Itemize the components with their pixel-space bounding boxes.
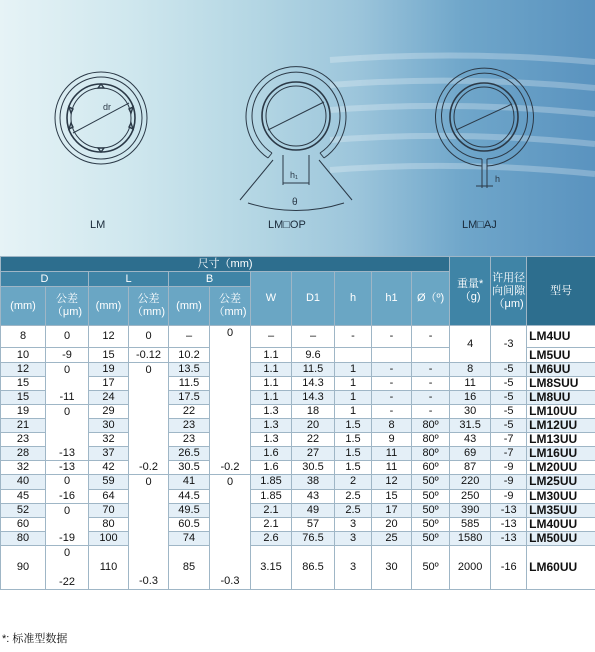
- cell-b: 60.5: [169, 518, 210, 532]
- table-row: [1, 377, 595, 391]
- cell-g: 30: [450, 405, 491, 419]
- caption-lm-op: LM□OP: [268, 219, 306, 231]
- table-row: [1, 391, 595, 405]
- cell-w: 3.15: [251, 546, 292, 590]
- tolerance-upper: 0: [63, 363, 71, 376]
- cell-h: 2: [335, 475, 372, 490]
- tolerance-upper: 0: [63, 546, 71, 559]
- cell-ang: -: [412, 391, 450, 405]
- cell-m: LM60UU: [527, 546, 595, 590]
- cell-m: LM35UU: [527, 504, 595, 518]
- cell-w: –: [251, 326, 292, 348]
- cell-m: LM10UU: [527, 405, 595, 419]
- l-tol: -0.12: [129, 348, 169, 363]
- d-tol: -13: [46, 461, 89, 475]
- cell-d1: 11.5: [292, 363, 335, 377]
- cell-h: 1: [335, 377, 372, 391]
- cell-h1: 17: [372, 504, 412, 518]
- cell-l: 80: [89, 518, 129, 532]
- d-tol: [46, 405, 89, 461]
- cell-w: 1.85: [251, 489, 292, 504]
- lm-ring-diagram: [55, 72, 147, 164]
- cell-w: 1.3: [251, 419, 292, 433]
- cell-b: 22: [169, 405, 210, 419]
- cell-c: -5: [491, 419, 527, 433]
- cell-d1: 14.3: [292, 377, 335, 391]
- d-tol: [46, 363, 89, 405]
- cell-m: LM30UU: [527, 489, 595, 504]
- cell-g: 585: [450, 518, 491, 532]
- cell-g: 390: [450, 504, 491, 518]
- cell-m: LM20UU: [527, 461, 595, 475]
- cell-d: 23: [1, 433, 46, 447]
- h1-label: h₁: [290, 170, 299, 180]
- cell-h1: 20: [372, 518, 412, 532]
- cell-ang: -: [412, 377, 450, 391]
- cell-g: 8: [450, 363, 491, 377]
- cell-c: -7: [491, 433, 527, 447]
- cell-h1: -: [372, 405, 412, 419]
- theta-label: θ: [292, 197, 298, 208]
- cell-h1: 9: [372, 433, 412, 447]
- cell-h1: 25: [372, 532, 412, 546]
- cell-l: 37: [89, 447, 129, 461]
- cell-l: 70: [89, 504, 129, 518]
- cell-l: 110: [89, 546, 129, 590]
- cell-l: 12: [89, 326, 129, 348]
- cell-d: 8: [1, 326, 46, 348]
- h1-header: h1: [372, 272, 412, 326]
- cell-l: 24: [89, 391, 129, 405]
- cell-c: -5: [491, 377, 527, 391]
- cell-g: 43: [450, 433, 491, 447]
- cell-g: 87: [450, 461, 491, 475]
- cell-ang: 80º: [412, 419, 450, 433]
- tolerance-lower: -11: [59, 390, 75, 403]
- cell-d1: 86.5: [292, 546, 335, 590]
- cell-d: 15: [1, 377, 46, 391]
- d-header: D: [1, 272, 89, 287]
- cell-b: 74: [169, 532, 210, 546]
- table-row: [1, 447, 595, 461]
- table-row: [1, 405, 595, 419]
- tolerance-lower: -16: [59, 490, 75, 502]
- cell-h1: 30: [372, 546, 412, 590]
- cell-w: 1.6: [251, 447, 292, 461]
- b-tol-unit: 公差（mm): [210, 287, 251, 326]
- table-row: [1, 518, 595, 532]
- caption-lm-aj: LM□AJ: [462, 219, 497, 231]
- tolerance-upper: 0: [226, 326, 234, 339]
- cell-m: LM16UU: [527, 447, 595, 461]
- table-row: [1, 475, 595, 490]
- cell-h: -: [335, 326, 372, 348]
- cell-d: 60: [1, 518, 46, 532]
- cell-ang: 50º: [412, 518, 450, 532]
- cell-w: 1.3: [251, 433, 292, 447]
- cell-l: 19: [89, 363, 129, 377]
- cell-h1: -: [372, 363, 412, 377]
- cell-m: LM8SUU: [527, 377, 595, 391]
- cell-w: 1.6: [251, 461, 292, 475]
- cell-ang: 80º: [412, 433, 450, 447]
- d-tol: [46, 504, 89, 546]
- cell-d1: 38: [292, 475, 335, 490]
- cell-d1: 20: [292, 419, 335, 433]
- model-header: 型号: [527, 257, 595, 326]
- clearance-header: 许用径向间隙（μm): [491, 257, 527, 326]
- tolerance-upper: 0: [145, 363, 152, 376]
- cell-b: 23: [169, 433, 210, 447]
- cell-h: 1: [335, 405, 372, 419]
- d-tol-unit: 公差（μm): [46, 287, 89, 326]
- cell-d: 10: [1, 348, 46, 363]
- h-label: h: [495, 174, 501, 184]
- cell-h: 2.5: [335, 504, 372, 518]
- cell-b: 13.5: [169, 363, 210, 377]
- cell-d1: 43: [292, 489, 335, 504]
- cell-d: 21: [1, 419, 46, 433]
- cell-b: 49.5: [169, 504, 210, 518]
- tolerance-lower: -13: [59, 446, 75, 459]
- cell-h1: 11: [372, 447, 412, 461]
- cell-g: 69: [450, 447, 491, 461]
- cell-g: 2000: [450, 546, 491, 590]
- cell-d: 45: [1, 489, 46, 504]
- cell-b: 26.5: [169, 447, 210, 461]
- table-row: [1, 504, 595, 518]
- cell-l: 17: [89, 377, 129, 391]
- d-unit: (mm): [1, 287, 46, 326]
- caption-lm: LM: [90, 219, 106, 231]
- cell-w: 1.1: [251, 363, 292, 377]
- cell-b: 44.5: [169, 489, 210, 504]
- cell-l: 15: [89, 348, 129, 363]
- cell-d: 80: [1, 532, 46, 546]
- cell-h1: -: [372, 326, 412, 348]
- cell-g: 1580: [450, 532, 491, 546]
- cell-h: 1: [335, 391, 372, 405]
- cell-b: 11.5: [169, 377, 210, 391]
- cell-d: 19: [1, 405, 46, 419]
- d1-header: D1: [292, 272, 335, 326]
- cell-w: 1.85: [251, 475, 292, 490]
- cell-g: 16: [450, 391, 491, 405]
- b-tol: [210, 475, 251, 590]
- cell-g: 11: [450, 377, 491, 391]
- cell-d1: 14.3: [292, 391, 335, 405]
- cell-c: -5: [491, 363, 527, 377]
- cell-w: 1.3: [251, 405, 292, 419]
- cell-d1: 49: [292, 504, 335, 518]
- cell-m: LM6UU: [527, 363, 595, 377]
- cell-c: -13: [491, 532, 527, 546]
- cell-h: 1.5: [335, 447, 372, 461]
- tolerance-upper: 0: [63, 504, 71, 517]
- table-row: [1, 532, 595, 546]
- cell-d1: 27: [292, 447, 335, 461]
- cell-m: LM4UU: [527, 326, 595, 348]
- cell-c: -9: [491, 489, 527, 504]
- cell-l: 32: [89, 433, 129, 447]
- cell-g: 250: [450, 489, 491, 504]
- tolerance-upper: 0: [63, 475, 71, 487]
- cell-h1: -: [372, 377, 412, 391]
- cell-b: 85: [169, 546, 210, 590]
- cell-b: 41: [169, 475, 210, 490]
- cell-g: 31.5: [450, 419, 491, 433]
- cell-ang: 50º: [412, 532, 450, 546]
- cell-h1: 15: [372, 489, 412, 504]
- cell-l: 100: [89, 532, 129, 546]
- b-header: B: [169, 272, 251, 287]
- cell-d1: 57: [292, 518, 335, 532]
- cell-h: 1.5: [335, 433, 372, 447]
- cell-b: –: [169, 326, 210, 348]
- cell-c: -9: [491, 461, 527, 475]
- cell-h: 3: [335, 532, 372, 546]
- table-row: [1, 489, 595, 504]
- cell-d: 32: [1, 461, 46, 475]
- cell-w: 2.1: [251, 504, 292, 518]
- cell-h: 3: [335, 518, 372, 532]
- cell-w: 2.1: [251, 518, 292, 532]
- h-header: h: [335, 272, 372, 326]
- l-tol: 0: [129, 326, 169, 348]
- cell-d: 28: [1, 447, 46, 461]
- cell-d: 15: [1, 391, 46, 405]
- cell-b: 10.2: [169, 348, 210, 363]
- cell-h: 3: [335, 546, 372, 590]
- cell-d1: 18: [292, 405, 335, 419]
- cell-w: 1.1: [251, 377, 292, 391]
- cell-b: 23: [169, 419, 210, 433]
- cell-w: 2.6: [251, 532, 292, 546]
- bearing-diagram: [0, 0, 595, 256]
- cell-c: -13: [491, 504, 527, 518]
- cell-c: -7: [491, 447, 527, 461]
- angle-header: Ø（º): [412, 272, 450, 326]
- b-tol: [210, 326, 251, 475]
- cell-w: 1.1: [251, 391, 292, 405]
- tolerance-lower: -22: [59, 575, 75, 588]
- cell-h: 1: [335, 363, 372, 377]
- cell-l: 59: [89, 475, 129, 490]
- cell-ang: 60º: [412, 461, 450, 475]
- b-unit: (mm): [169, 287, 210, 326]
- cell-w: 1.1: [251, 348, 292, 363]
- l-header: L: [89, 272, 169, 287]
- cell-m: LM50UU: [527, 532, 595, 546]
- cell-h: 1.5: [335, 461, 372, 475]
- cell-h1: 11: [372, 461, 412, 475]
- cell-l: 29: [89, 405, 129, 419]
- cell-h: 1.5: [335, 419, 372, 433]
- cell-c: -5: [491, 391, 527, 405]
- cell-h: 2.5: [335, 489, 372, 504]
- weight-header: 重量*（g): [450, 257, 491, 326]
- cell-ang: 50º: [412, 504, 450, 518]
- size-header: 尺寸（mm): [1, 257, 450, 272]
- cell-d: 12: [1, 363, 46, 377]
- cell-d1: 22: [292, 433, 335, 447]
- table-row: [1, 419, 595, 433]
- table-row: [1, 461, 595, 475]
- d-tol: [46, 475, 89, 504]
- spec-table: [0, 256, 595, 590]
- cell-ang: 50º: [412, 546, 450, 590]
- cell-m: LM40UU: [527, 518, 595, 532]
- l-tol: [129, 475, 169, 590]
- footnote: *: 标准型数据: [2, 633, 68, 645]
- cell-d: 40: [1, 475, 46, 490]
- cell-ang: 80º: [412, 447, 450, 461]
- cell-m: LM25UU: [527, 475, 595, 490]
- tolerance-lower: -0.3: [139, 575, 158, 587]
- cell-ang: -: [412, 363, 450, 377]
- l-tol-unit: 公差（mm): [129, 287, 169, 326]
- cell-l: 30: [89, 419, 129, 433]
- tolerance-lower: -19: [59, 531, 75, 544]
- cell-m: LM13UU: [527, 433, 595, 447]
- tolerance-upper: 0: [145, 476, 152, 488]
- cell-l: 64: [89, 489, 129, 504]
- tolerance-upper: 0: [226, 476, 234, 488]
- table-row: [1, 326, 595, 348]
- cell-ang: 50º: [412, 489, 450, 504]
- cell-d1: –: [292, 326, 335, 348]
- cell-m: LM12UU: [527, 419, 595, 433]
- d-tol: 0: [46, 326, 89, 348]
- cell-c: -16: [491, 546, 527, 590]
- w-header: W: [251, 272, 292, 326]
- cell-h1: 8: [372, 419, 412, 433]
- d-tol: [46, 546, 89, 590]
- cell-m: LM5UU: [527, 348, 595, 363]
- cell-b: 30.5: [169, 461, 210, 475]
- cell-g: 220: [450, 475, 491, 490]
- cell-d: 90: [1, 546, 46, 590]
- cell-c: -13: [491, 518, 527, 532]
- d-tol: -9: [46, 348, 89, 363]
- cell-c: -3: [491, 326, 527, 363]
- l-unit: (mm): [89, 287, 129, 326]
- cell-ang: 50º: [412, 475, 450, 490]
- tolerance-lower: -0.3: [220, 575, 240, 587]
- cell-h1: 12: [372, 475, 412, 490]
- table-row: [1, 363, 595, 377]
- cell-m: LM8UU: [527, 391, 595, 405]
- cell-h1: -: [372, 391, 412, 405]
- cell-g: 4: [450, 326, 491, 363]
- cell-ang: -: [412, 405, 450, 419]
- table-row: [1, 433, 595, 447]
- cell-d1: 76.5: [292, 532, 335, 546]
- cell-d: 52: [1, 504, 46, 518]
- dr-label: dr: [103, 102, 112, 112]
- cell-c: -9: [491, 475, 527, 490]
- cell-d1: 9.6: [292, 348, 335, 363]
- table-row: [1, 546, 595, 590]
- cell-d1: 30.5: [292, 461, 335, 475]
- tolerance-lower: -0.2: [220, 460, 240, 473]
- l-tol: [129, 363, 169, 475]
- cell-ang: -: [412, 326, 450, 348]
- cell-l: 42: [89, 461, 129, 475]
- cell-b: 17.5: [169, 391, 210, 405]
- tolerance-lower: -0.2: [139, 460, 158, 473]
- tolerance-upper: 0: [63, 405, 71, 418]
- cell-c: -5: [491, 405, 527, 419]
